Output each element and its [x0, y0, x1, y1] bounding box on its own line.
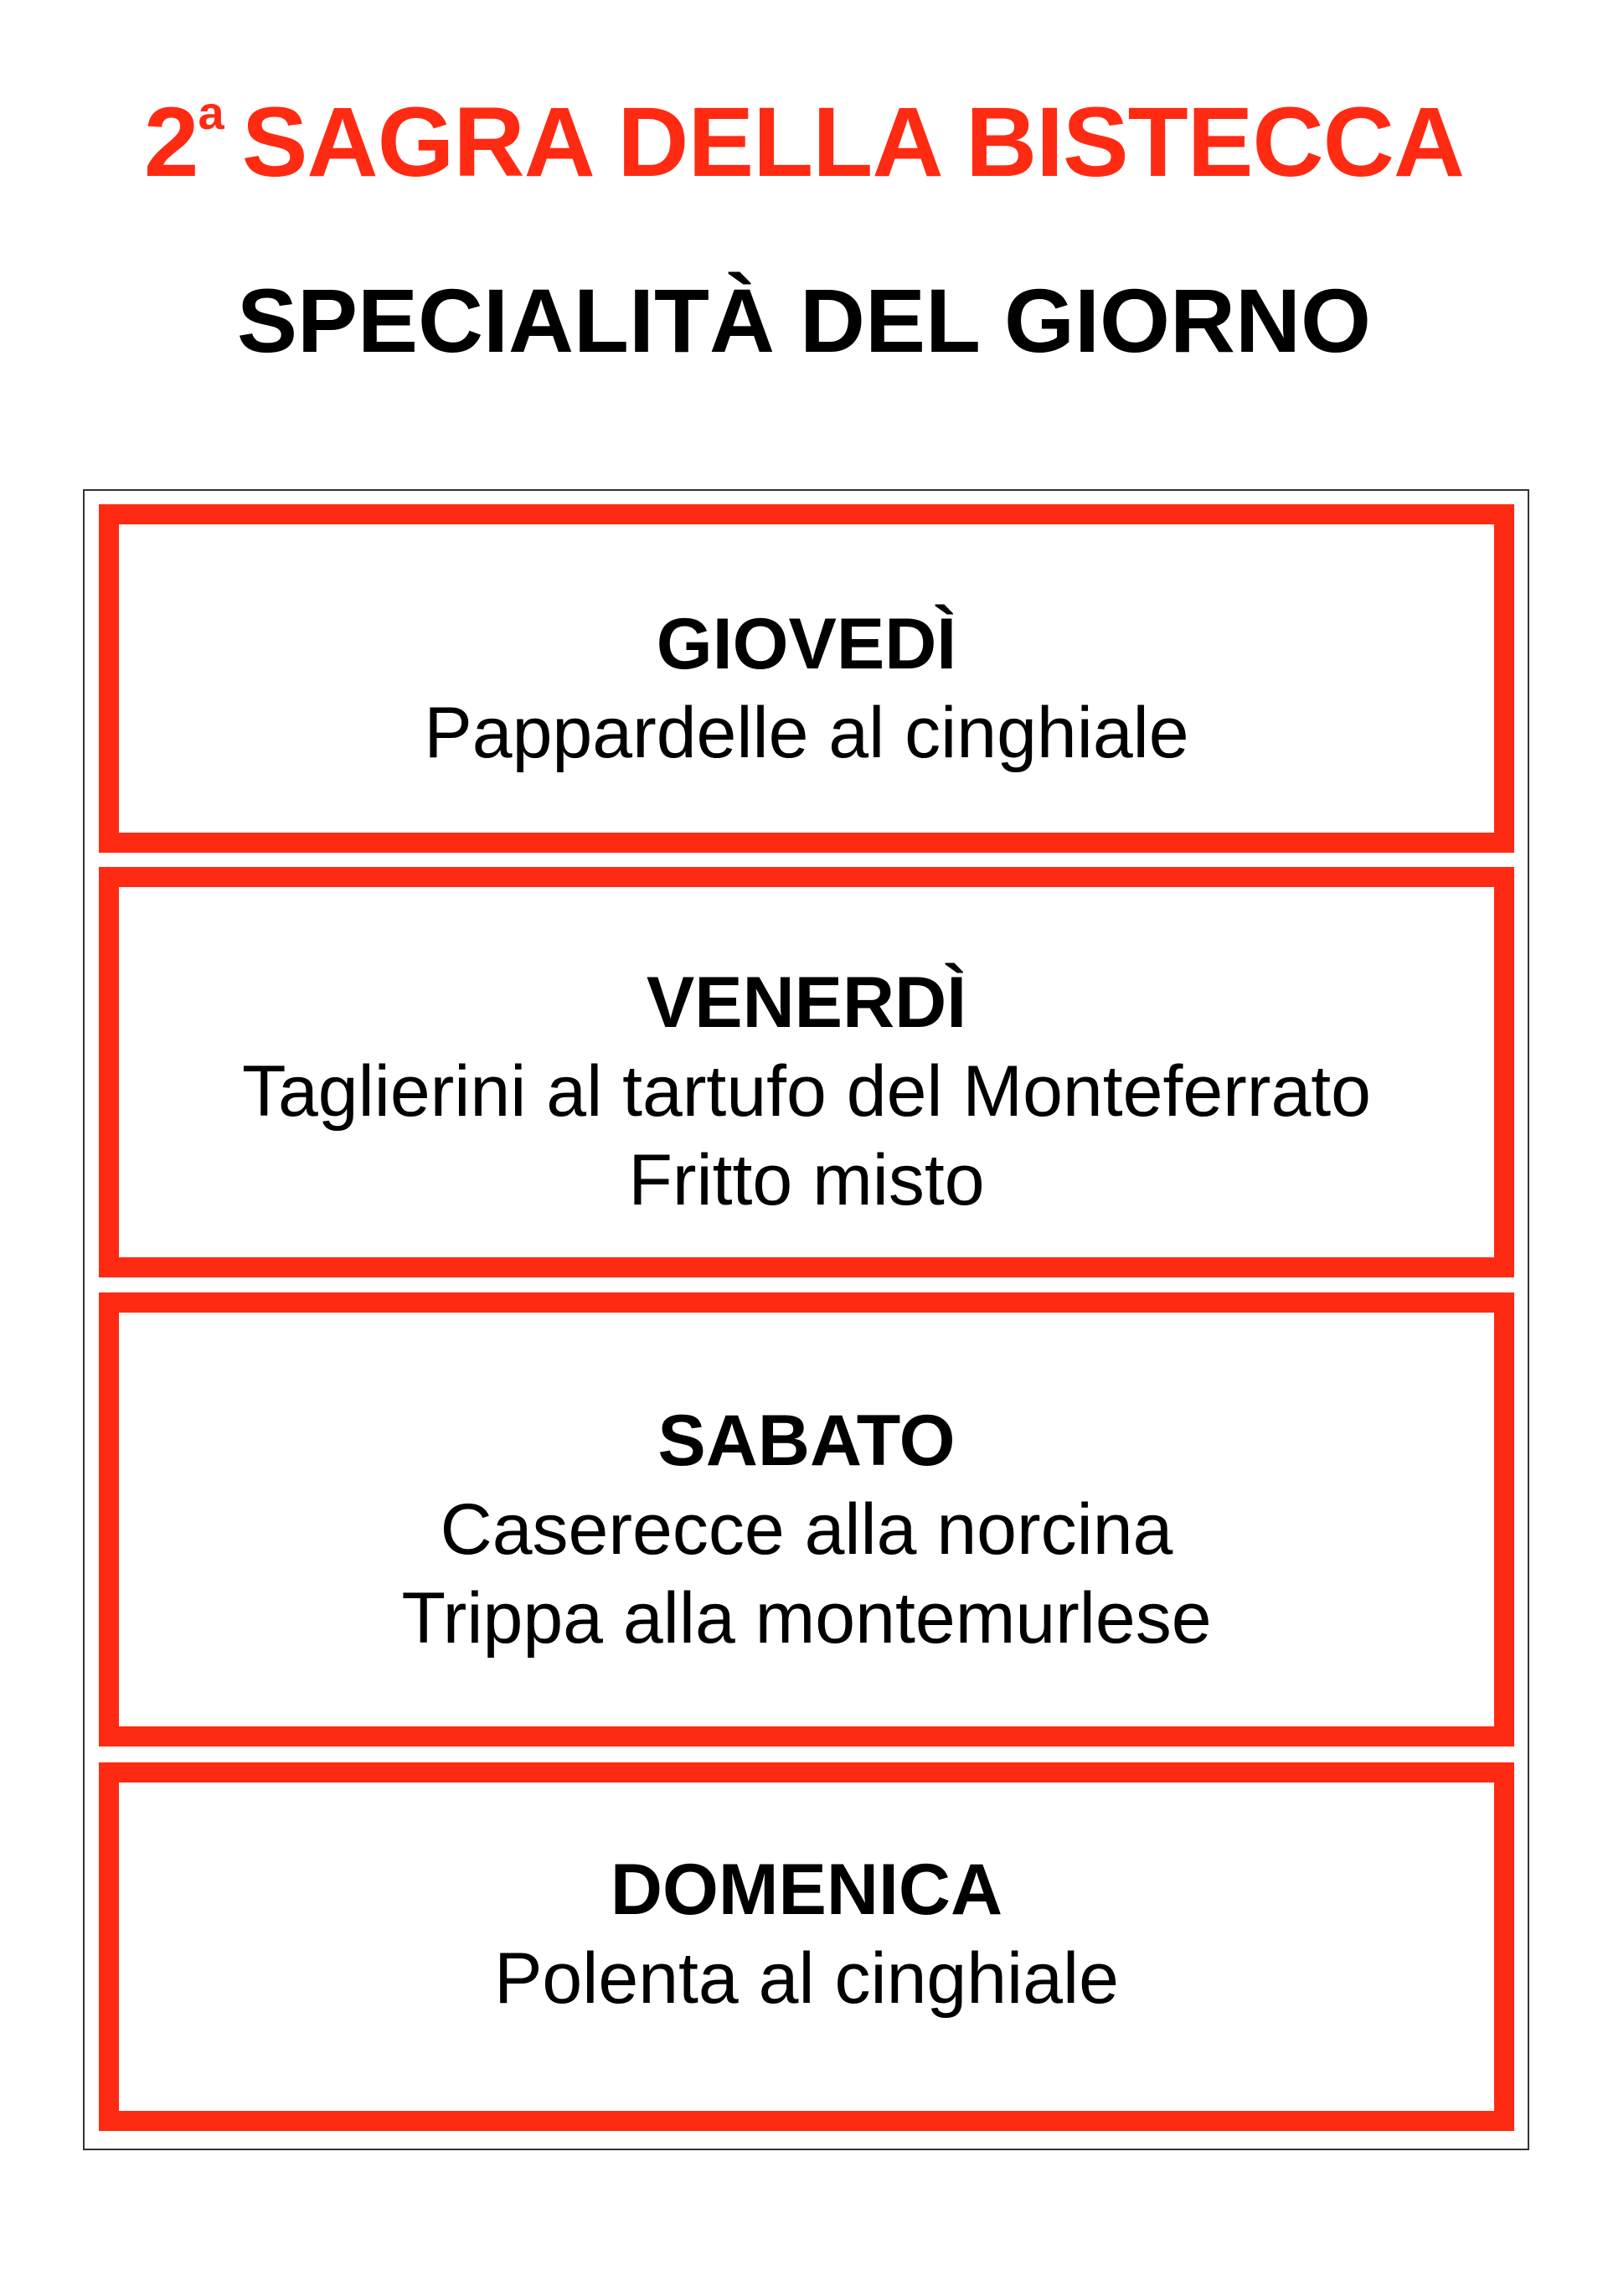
day-box-venerdi [99, 867, 1514, 1277]
day-box-giovedi [99, 504, 1514, 853]
title-number: 2 [143, 87, 198, 198]
dish-item: Fritto misto [628, 1140, 985, 1220]
day-name: DOMENICA [610, 1850, 1003, 1930]
day-name: VENERDÌ [646, 962, 967, 1043]
day-name: GIOVEDÌ [656, 604, 957, 684]
title-text: SAGRA DELLA BISTECCA [241, 87, 1465, 198]
day-box-domenica [99, 1762, 1514, 2131]
day-box-sabato [99, 1292, 1514, 1747]
day-name: SABATO [657, 1401, 956, 1481]
title-superscript: a [198, 86, 224, 139]
dish-item: Pappardelle al cinghiale [424, 693, 1189, 773]
poster-title [0, 84, 1608, 201]
dish-item: Trippa alla montemurlese [401, 1578, 1212, 1659]
dish-item: Polenta al cinghiale [494, 1938, 1119, 2019]
dish-item: Caserecce alla norcina [440, 1489, 1173, 1570]
dish-item: Taglierini al tartufo del Monteferrato [241, 1051, 1372, 1132]
poster-subtitle: SPECIALITÀ DEL GIORNO [236, 270, 1372, 371]
